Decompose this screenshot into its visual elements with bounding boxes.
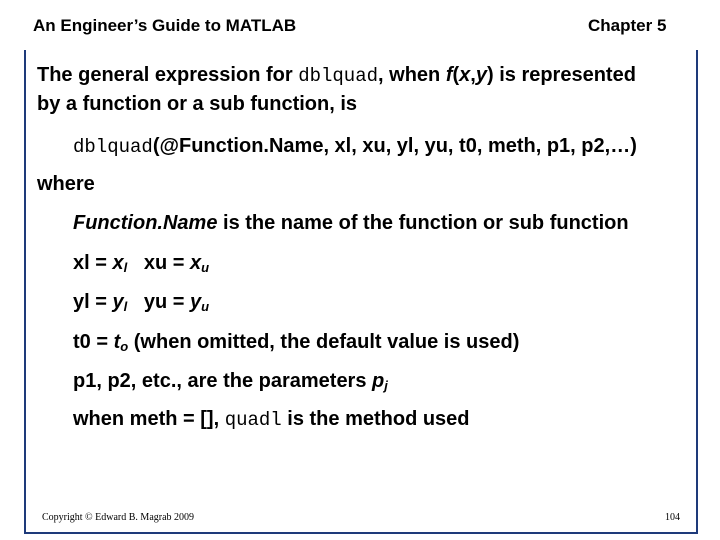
def5-bsub: j <box>384 378 388 393</box>
def6-a: when meth = <box>73 408 201 430</box>
call-args: (@Function.Name, xl, xu, yl, yu, t0, meth, p1, p2,…) <box>152 135 637 157</box>
def2-dsub: u <box>201 260 210 275</box>
intro-code: dblquad <box>298 65 379 87</box>
def2-d: x <box>190 252 202 274</box>
def4-c: (when omitted, the default value is used) <box>128 331 520 353</box>
def4-b: t <box>113 331 121 353</box>
def-parameters <box>73 369 388 393</box>
def6-code: quadl <box>224 409 282 431</box>
def3-dsub: u <box>201 299 210 314</box>
def1-name: Function.Name <box>73 212 218 234</box>
intro-comma: , <box>470 64 476 86</box>
intro-line-1 <box>37 63 636 88</box>
def3-b: y <box>112 291 124 313</box>
def2-c: xu = <box>127 252 191 274</box>
def5-a: p1, p2, etc., are the parameters <box>73 370 373 392</box>
where-label: where <box>37 173 95 195</box>
intro-text-b: , when <box>378 64 446 86</box>
def6-d: is the method used <box>281 408 470 430</box>
header-chapter: Chapter 5 <box>588 16 667 35</box>
def1-rest: is the name of the function or sub function <box>217 212 629 234</box>
def-function-name <box>73 211 629 235</box>
def2-bsub: l <box>123 260 128 275</box>
intro-text-a: The general expression for <box>37 64 299 86</box>
header-title: An Engineer’s Guide to MATLAB <box>33 16 297 35</box>
def3-d: y <box>190 291 202 313</box>
intro-line-2: by a function or a sub function, is <box>37 93 358 115</box>
def2-a: xl = <box>73 252 113 274</box>
intro-x: x <box>459 64 471 86</box>
def4-a: t0 = <box>73 331 114 353</box>
def6-b: [] <box>200 408 214 430</box>
def3-a: yl = <box>73 291 113 313</box>
def-meth <box>73 407 470 432</box>
def-t0 <box>73 330 519 354</box>
intro-f: f <box>445 64 453 86</box>
def3-bsub: l <box>123 299 128 314</box>
footer-page-number: 104 <box>665 512 680 523</box>
def4-bsub: o <box>120 339 129 354</box>
dblquad-call <box>73 134 637 159</box>
def2-b: x <box>112 252 124 274</box>
intro-y: y <box>475 64 487 86</box>
def-y-limits <box>73 290 209 314</box>
def6-c: , <box>213 408 225 430</box>
def5-b: p <box>372 370 385 392</box>
def-x-limits <box>73 251 209 275</box>
intro-text-c: ) is represented <box>486 64 636 86</box>
call-code: dblquad <box>73 136 153 158</box>
def3-c: yu = <box>127 291 191 313</box>
footer-copyright: Copyright © Edward B. Magrab 2009 <box>42 512 195 523</box>
intro-paren: ( <box>452 64 460 86</box>
